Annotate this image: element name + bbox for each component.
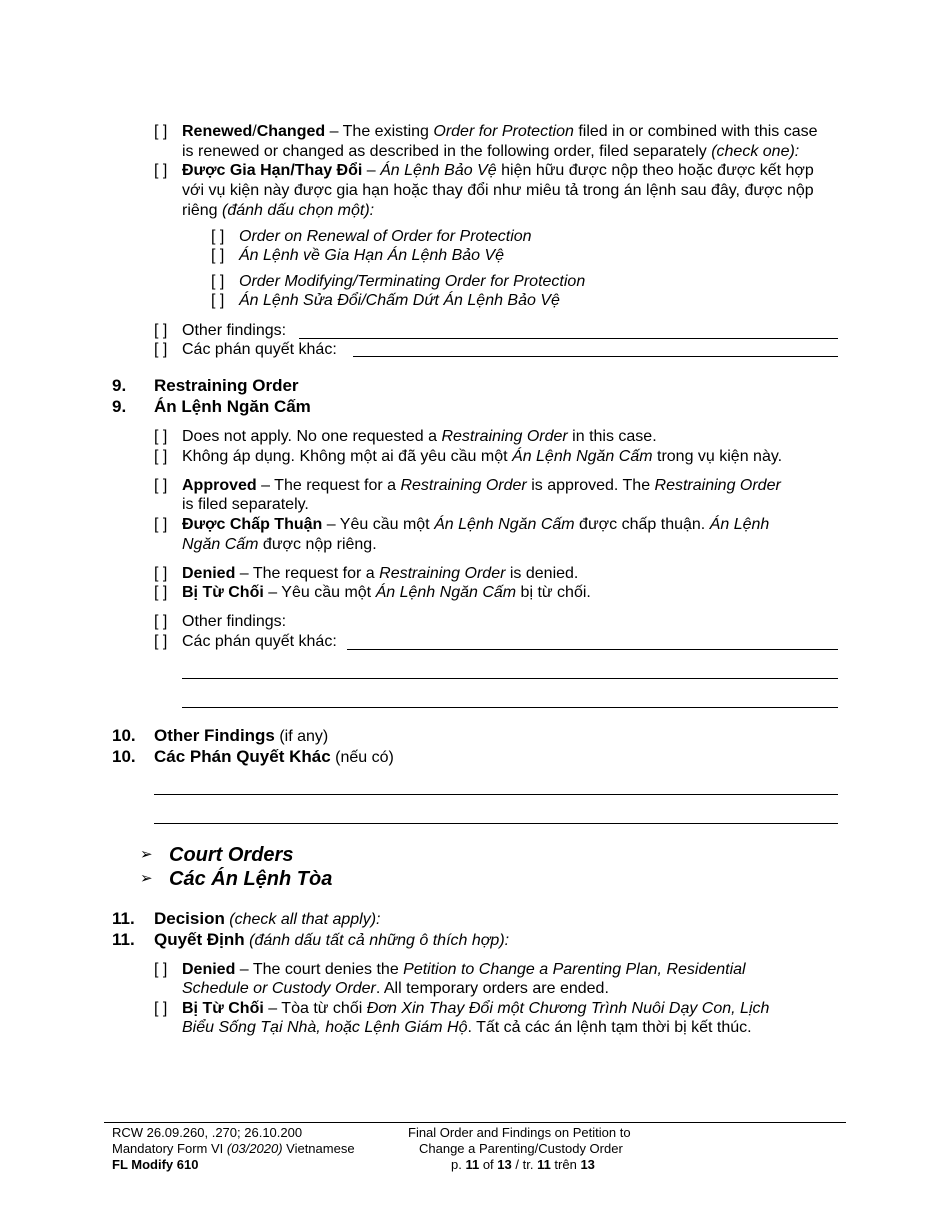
- other-findings-en-label: Other findings:: [182, 322, 287, 339]
- section-9-other-line-1[interactable]: [347, 649, 838, 650]
- checkbox-option-modify-vi[interactable]: [ ]: [211, 292, 225, 309]
- court-orders-en: Court Orders: [169, 844, 294, 866]
- checkbox-11-denied-vi[interactable]: [ ]: [154, 1000, 168, 1017]
- section-11-denied-en-line1: Denied – The court denies the Petition to Change a Parenting Plan, Residential: [182, 961, 746, 978]
- checkbox-other-findings-en[interactable]: [ ]: [154, 322, 168, 339]
- section-9-approved-vi-line1: Được Chấp Thuận – Yêu cầu một Án Lệnh Ngăn Cấm được chấp thuận. Án Lệnh: [182, 516, 770, 533]
- section-9-title-vi: Án Lệnh Ngăn Cấm: [154, 397, 311, 416]
- section-9-approved-en-line1: Approved – The request for a Restraining Order is approved. The Restraining Order: [182, 477, 781, 494]
- section-10-title-vi: Các Phán Quyết Khác (nếu có): [154, 747, 394, 766]
- checkbox-option-renewal-vi[interactable]: [ ]: [211, 247, 225, 264]
- renewed-en-line1: Renewed/Changed – The existing Order for Protection filed in or combined with this case: [182, 123, 818, 140]
- section-9-denied-en: Denied – The request for a Restraining Order is denied.: [182, 565, 579, 582]
- section-10-title-en: Other Findings (if any): [154, 726, 329, 745]
- footer-title-line2: Change a Parenting/Custody Order: [419, 1141, 623, 1156]
- section-9-title-en: Restraining Order: [154, 376, 299, 395]
- section-11-denied-vi-line1: Bị Từ Chối – Tòa từ chối Đơn Xin Thay Đổi một Chương Trình Nuôi Dạy Con, Lịch: [182, 1000, 770, 1017]
- footer-form: Mandatory Form VI (03/2020) Vietnamese: [112, 1141, 355, 1156]
- section-9-other-en-label: Other findings:: [182, 613, 287, 630]
- section-10-line-2[interactable]: [154, 823, 838, 824]
- section-11-title-vi: Quyết Định (đánh dấu tất cả những ô thích hợp):: [154, 930, 510, 949]
- arrow-bullet-icon: ➢: [140, 846, 153, 863]
- section-9-other-line-3[interactable]: [182, 707, 838, 708]
- section-9-number-vi: 9.: [112, 397, 127, 416]
- checkbox-9-na-en[interactable]: [ ]: [154, 428, 168, 445]
- checkbox-9-denied-en[interactable]: [ ]: [154, 565, 168, 582]
- other-findings-en-line[interactable]: [299, 338, 838, 339]
- checkbox-9-denied-vi[interactable]: [ ]: [154, 584, 168, 601]
- footer-title-line1: Final Order and Findings on Petition to: [408, 1125, 631, 1140]
- checkbox-9-na-vi[interactable]: [ ]: [154, 448, 168, 465]
- other-findings-vi-label: Các phán quyết khác:: [182, 341, 337, 358]
- renewed-en-line2: is renewed or changed as described in the following order, filed separately (check one):: [182, 143, 800, 160]
- section-9-approved-en-line2: is filed separately.: [182, 496, 309, 513]
- section-9-number-en: 9.: [112, 376, 127, 395]
- option-modify-vi: Án Lệnh Sửa Đổi/Chấm Dứt Án Lệnh Bảo Vệ: [239, 292, 560, 309]
- section-11-denied-en-line2: Schedule or Custody Order. All temporary orders are ended.: [182, 980, 609, 997]
- footer-rcw: RCW 26.09.260, .270; 26.10.200: [112, 1125, 303, 1140]
- option-renewal-vi: Án Lệnh về Gia Hạn Án Lệnh Bảo Vệ: [239, 247, 505, 264]
- footer-form-id: FL Modify 610: [112, 1157, 199, 1172]
- section-9-approved-vi-line2: Ngăn Cấm được nộp riêng.: [182, 536, 377, 553]
- section-11-title-en: Decision (check all that apply):: [154, 909, 381, 928]
- checkbox-9-approved-en[interactable]: [ ]: [154, 477, 168, 494]
- footer-page-number: p. 11 of 13 / tr. 11 trên 13: [451, 1157, 595, 1172]
- checkbox-renewed-vi[interactable]: [ ]: [154, 162, 168, 179]
- section-9-denied-vi: Bị Từ Chối – Yêu cầu một Án Lệnh Ngăn Cấm bị từ chối.: [182, 584, 591, 601]
- renewed-vi-line2: với vụ kiện này được gia hạn hoặc thay đổi như miêu tả trong án lệnh sau đây, được nộp: [182, 182, 814, 199]
- option-renewal-en: Order on Renewal of Order for Protection: [239, 228, 532, 245]
- section-9-na-en: Does not apply. No one requested a Restraining Order in this case.: [182, 428, 657, 445]
- checkbox-9-other-vi[interactable]: [ ]: [154, 633, 168, 650]
- other-findings-vi-line[interactable]: [353, 356, 838, 357]
- section-10-number-en: 10.: [112, 726, 136, 745]
- checkbox-11-denied-en[interactable]: [ ]: [154, 961, 168, 978]
- checkbox-other-findings-vi[interactable]: [ ]: [154, 341, 168, 358]
- section-9-na-vi: Không áp dụng. Không một ai đã yêu cầu một Án Lệnh Ngăn Cấm trong vụ kiện này.: [182, 448, 783, 465]
- footer-rule: [104, 1122, 846, 1123]
- arrow-bullet-icon: ➢: [140, 870, 153, 887]
- section-11-denied-vi-line2: Biểu Sống Tại Nhà, hoặc Lệnh Giám Hộ. Tất cả các án lệnh tạm thời bị kết thúc.: [182, 1019, 752, 1036]
- section-10-line-1[interactable]: [154, 794, 838, 795]
- checkbox-option-renewal-en[interactable]: [ ]: [211, 228, 225, 245]
- checkbox-option-modify-en[interactable]: [ ]: [211, 273, 225, 290]
- renewed-vi-line3: riêng (đánh dấu chọn một):: [182, 202, 375, 219]
- option-modify-en: Order Modifying/Terminating Order for Protection: [239, 273, 586, 290]
- section-9-other-vi-label: Các phán quyết khác:: [182, 633, 337, 650]
- court-orders-vi: Các Án Lệnh Tòa: [169, 868, 333, 890]
- section-11-number-vi: 11.: [112, 930, 135, 949]
- checkbox-9-other-en[interactable]: [ ]: [154, 613, 168, 630]
- section-9-other-line-2[interactable]: [182, 678, 838, 679]
- checkbox-9-approved-vi[interactable]: [ ]: [154, 516, 168, 533]
- renewed-vi-line1: Được Gia Hạn/Thay Đổi – Án Lệnh Bảo Vệ hiện hữu được nộp theo hoặc được kết hợp: [182, 162, 814, 179]
- section-11-number-en: 11.: [112, 909, 135, 928]
- section-10-number-vi: 10.: [112, 747, 136, 766]
- checkbox-renewed-en[interactable]: [ ]: [154, 123, 168, 140]
